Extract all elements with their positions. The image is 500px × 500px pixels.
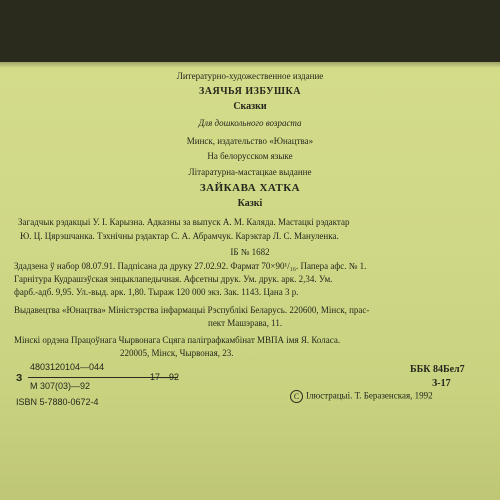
isbn: ISBN 5-7880-0672-4 (16, 397, 99, 407)
catalog-code-letter: З (16, 373, 23, 384)
copyright-text: Ілюстрацыі. Т. Беразенская, 1992 (306, 390, 433, 401)
subtitle-ru: Сказки (233, 101, 267, 112)
edition-type-be: Літаратурна-мастацкае выданне (188, 167, 312, 177)
audience-ru: Для дошкольного возраста (198, 118, 302, 128)
catalog-code-numerator: 4803120104—044 (30, 362, 105, 372)
edition-type-ru: Литературно-художественное издание (176, 71, 324, 81)
print-details-line-2: Гарнітура Кудрашэўская энцыклапедычная. Афсетны друк. Ум. друк. арк. 2,34. Ум. (14, 274, 333, 284)
title-be: ЗАЙКАВА ХАТКА (199, 182, 301, 194)
ib-number: ІБ № 1682 (230, 247, 270, 257)
catalog-code-denominator: М 307(03)—92 (30, 381, 91, 391)
subtitle-be: Казкі (237, 198, 263, 209)
print-details-line-1: Здадзена ў набор 08.07.91. Падпісана да друку 27.02.92. Фармат 70×90¹/₁₆. Папера афс. № 1. (14, 261, 367, 271)
credits-line-2: Ю. Ц. Цярэшчанка. Тэхнічны рэдактар С. А. Абрамчук. Карэктар Л. С. Мануленка. (20, 231, 339, 241)
publisher-address-line-2: пект Машэрава, 11. (208, 318, 283, 328)
author-mark: З-17 (432, 378, 451, 389)
language-note-ru: На белорусском языке (207, 151, 293, 161)
credits-line-1: Загадчык рэдакцыі У. І. Карызна. Адказны за выпуск А. М. Каляда. Мастацкі рэдактар (18, 217, 350, 227)
title-ru: ЗАЯЧЬЯ ИЗБУШКА (199, 86, 301, 97)
publisher-ru: Минск, издательство «Юнацтва» (186, 136, 314, 146)
catalog-code-suffix: 17—92 (150, 372, 180, 382)
publisher-address-line-1: Выдавецтва «Юнацтва» Міністэрства інфармацыі Рэспублікі Беларусь. 220600, Мінск, прас- (14, 305, 370, 315)
printer-address-line-2: 220005, Мінск, Чырвоная, 23. (120, 348, 234, 358)
printer-address-line-1: Мінскі ордэна Працоўнага Чырвонага Сцяга паліграфкамбінат МВПА імя Я. Коласа. (14, 335, 341, 345)
print-details-line-3: фарб.-адб. 9,95. Ул.-выд. арк. 1,80. Тыраж 120 000 экз. Зак. 1143. Цана 3 р. (14, 287, 299, 297)
bbk-classification: ББК 84Бел7 (410, 364, 465, 375)
copyright-symbol: C (290, 390, 303, 403)
copyright-line (290, 390, 433, 403)
book-imprint-page (0, 62, 500, 500)
page-shadow-edge (0, 62, 500, 68)
